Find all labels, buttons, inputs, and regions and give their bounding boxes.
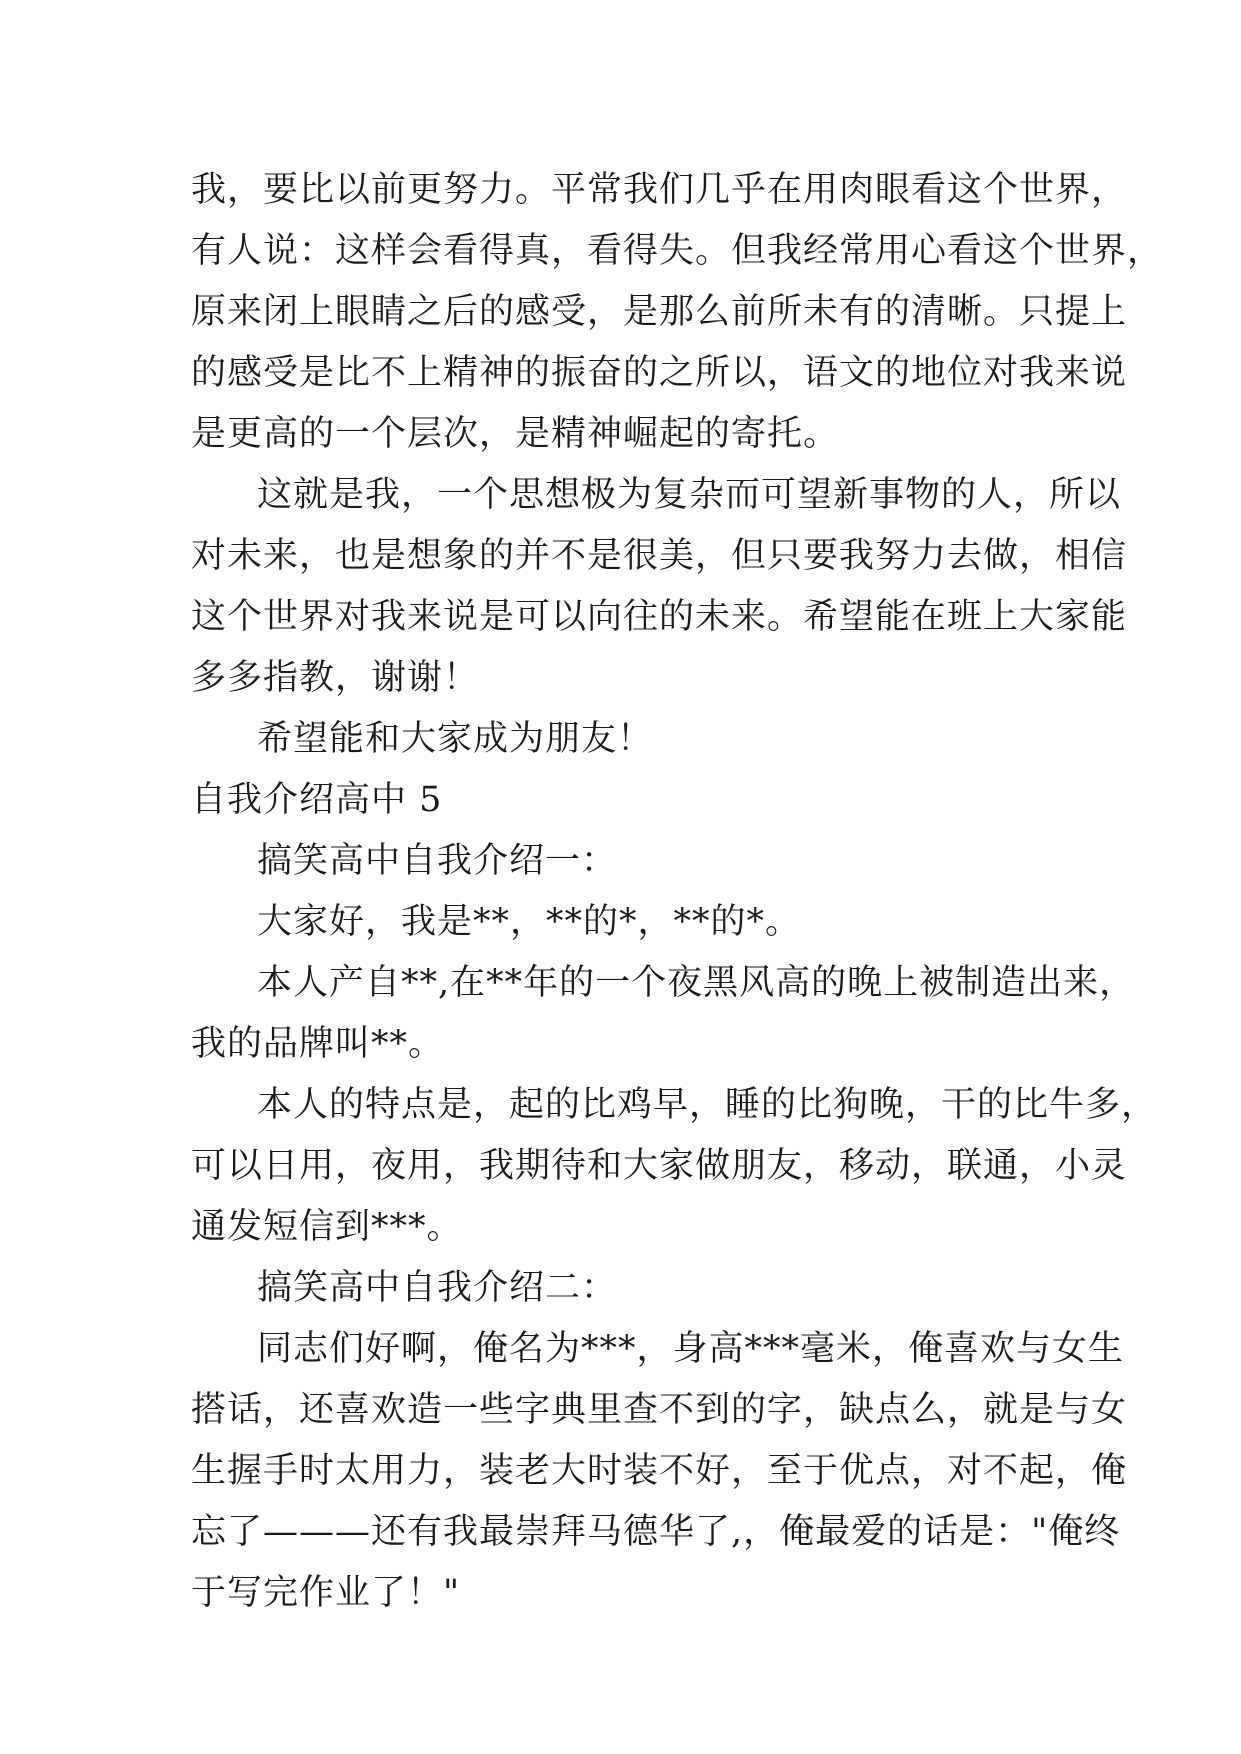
text-line: 生握手时太用力，装老大时装不好，至于优点，对不起，俺 bbox=[191, 1451, 1128, 1491]
text-line: 通发短信到***。 bbox=[191, 1207, 463, 1247]
text-line: 这个世界对我来说是可以向往的未来。希望能在班上大家能 bbox=[191, 597, 1128, 637]
subsection-title: 搞笑高中自我介绍一： bbox=[257, 841, 618, 881]
paragraph-first-line: 本人的特点是，起的比鸡早，睡的比狗晚，干的比牛多， bbox=[257, 1085, 1158, 1125]
text-line: 可以日用，夜用，我期待和大家做朋友，移动，联通，小灵 bbox=[191, 1146, 1128, 1186]
text-line: 多多指教，谢谢！ bbox=[191, 658, 480, 698]
paragraph-first-line: 希望能和大家成为朋友！ bbox=[257, 719, 654, 759]
text-line: 原来闭上眼睛之后的感受，是那么前所未有的清晰。只提上 bbox=[191, 292, 1128, 332]
document-body bbox=[191, 160, 1164, 1624]
paragraph-first-line: 同志们好啊，俺名为***，身高***毫米，俺喜欢与女生 bbox=[257, 1329, 1125, 1369]
text-line: 我，要比以前更努力。平常我们几乎在用肉眼看这个世界， bbox=[191, 170, 1128, 210]
text-line: 于写完作业了！" bbox=[191, 1573, 461, 1613]
text-line: 忘了———还有我最崇拜马德华了,，俺最爱的话是："俺终 bbox=[191, 1512, 1121, 1552]
paragraph-first-line: 大家好，我是**，**的*，**的*。 bbox=[257, 902, 802, 942]
text-line: 是更高的一个层次，是精神崛起的寄托。 bbox=[191, 414, 840, 454]
paragraph-first-line: 本人产自**,在**年的一个夜黑风高的晚上被制造出来， bbox=[257, 963, 1136, 1003]
text-line: 有人说：这样会看得真，看得失。但我经常用心看这个世界， bbox=[191, 231, 1164, 271]
section-heading: 自我介绍高中 5 bbox=[191, 780, 443, 820]
paragraph-first-line: 这就是我，一个思想极为复杂而可望新事物的人，所以 bbox=[257, 475, 1122, 515]
text-line: 搭话，还喜欢造一些字典里查不到的字，缺点么，就是与女 bbox=[191, 1390, 1128, 1430]
text-line: 的感受是比不上精神的振奋的之所以，语文的地位对我来说 bbox=[191, 353, 1128, 393]
text-line: 对未来，也是想象的并不是很美，但只要我努力去做，相信 bbox=[191, 536, 1128, 576]
subsection-title: 搞笑高中自我介绍二： bbox=[257, 1268, 618, 1308]
text-line: 我的品牌叫**。 bbox=[191, 1024, 445, 1064]
